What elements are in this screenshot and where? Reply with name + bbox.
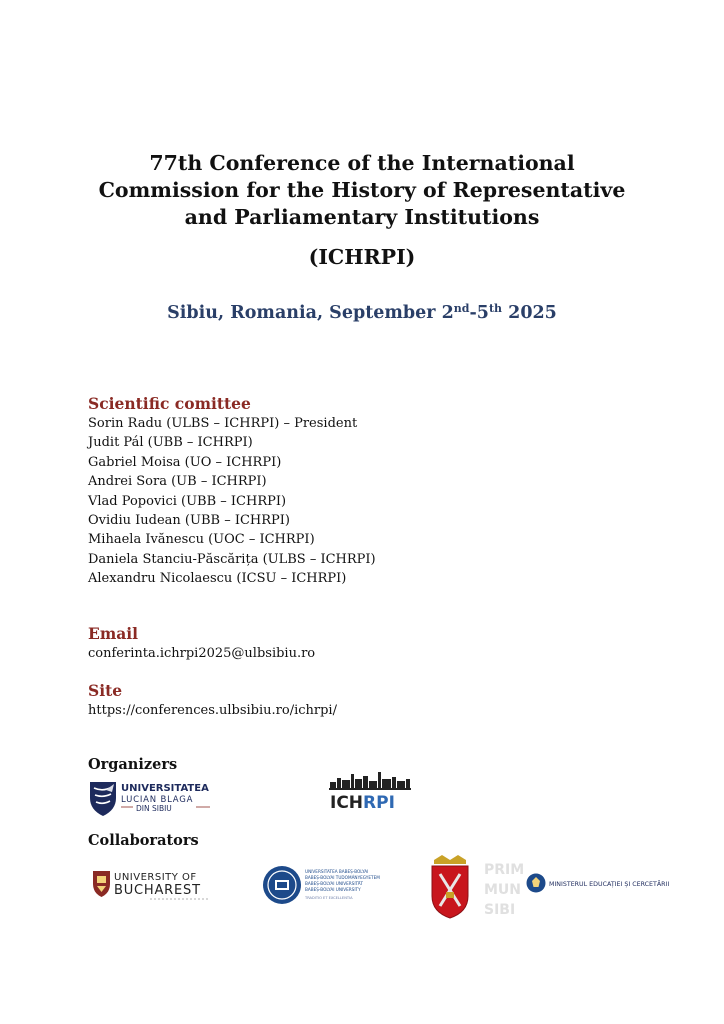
ulbs-emblem-icon — [90, 782, 116, 816]
ulbs-logo — [88, 778, 218, 818]
ministry-name: MINISTERUL EDUCAȚIEI ȘI CERCETĂRII — [549, 881, 670, 888]
email-section — [88, 624, 315, 663]
ministry-emblem-icon — [527, 874, 546, 893]
ichrpi-part-2: RPI — [363, 793, 395, 813]
ubb-line-2: BABEȘ-BOLYAI TUDOMÁNYEGYETEM — [305, 875, 380, 880]
ubb-logo — [262, 864, 380, 906]
committee-member: Alexandru Nicolaescu (ICSU – ICHRPI) — [88, 571, 347, 587]
ulbs-line-3: DIN SIBIU — [136, 804, 172, 813]
committee-member: Gabriel Moisa (UO – ICHRPI) — [88, 454, 282, 470]
ubb-line-3: BABEȘ-BOLYAI UNIVERSITÄT — [305, 881, 363, 886]
sibiu-coat-of-arms-icon — [432, 855, 468, 918]
collaborators-heading: Collaborators — [88, 832, 199, 849]
ubb-line-5: TRADITIO ET EXCELLENTIA — [305, 896, 353, 900]
site-url[interactable]: https://conferences.ulbsibiu.ro/ichrpi/ — [88, 703, 337, 718]
skyline-icon — [329, 772, 411, 790]
bucharest-crest-icon — [93, 871, 110, 897]
ubb-line-1: UNIVERSITATEA BABEȘ-BOLYAI — [305, 869, 369, 874]
committee-member: Vlad Popovici (UBB – ICHRPI) — [88, 493, 287, 509]
primaria-line-2: MUN — [484, 882, 522, 898]
ubb-seal-icon — [263, 866, 301, 904]
committee-member: Daniela Stanciu-Păscărița (ULBS – ICHRPI) — [88, 551, 376, 567]
ubb-line-4: BABEȘ-BOLYAI UNIVERSITY — [305, 887, 361, 892]
conference-acronym: (ICHRPI) — [308, 245, 416, 269]
location-sup-2: th — [488, 302, 503, 315]
bucharest-line-1: UNIVERSITY OF — [114, 872, 197, 883]
location-suffix: 2025 — [502, 303, 557, 323]
svg-text:ICHRPI — [330, 793, 395, 813]
organizers-heading: Organizers — [88, 756, 178, 773]
committee-member: Andrei Sora (UB – ICHRPI) — [88, 474, 267, 490]
conference-title-line-1: 77th Conference of the International — [149, 151, 575, 175]
site-section — [88, 681, 337, 720]
primaria-line-3: SIBI — [484, 902, 516, 918]
ichrpi-part-1: ICH — [330, 793, 364, 813]
committee-member: Judit Pál (UBB – ICHRPI) — [88, 435, 253, 451]
location-sup-1: nd — [453, 302, 470, 315]
committee-member: Sorin Radu (ULBS – ICHRPI) – President — [88, 416, 358, 431]
primaria-line-1: PRIM — [484, 862, 525, 878]
primaria-sibiu-logo — [428, 852, 524, 922]
collaborators-section — [88, 832, 199, 849]
ichrpi-logo — [328, 770, 412, 812]
location-middle: -5 — [469, 303, 489, 323]
committee-section — [88, 394, 376, 589]
email-heading: Email — [88, 624, 139, 643]
conference-title-block — [0, 150, 724, 269]
ulbs-line-2: LUCIAN BLAGA — [121, 795, 194, 805]
committee-member: Mihaela Ivănescu (UOC – ICHRPI) — [88, 532, 315, 548]
ministry-logo — [526, 872, 670, 894]
location-prefix: Sibiu, Romania, September 2 — [167, 303, 454, 323]
email-address[interactable]: conferinta.ichrpi2025@ulbsibiu.ro — [88, 646, 316, 661]
committee-heading: Scientific comittee — [88, 394, 251, 413]
organizers-section — [88, 756, 177, 773]
bucharest-logo — [92, 866, 214, 902]
site-heading: Site — [88, 681, 123, 700]
conference-title-line-3: and Parliamentary Institutions — [184, 205, 540, 229]
ulbs-line-1: UNIVERSITATEA — [121, 783, 209, 794]
committee-member: Ovidiu Iudean (UBB – ICHRPI) — [88, 513, 290, 529]
bucharest-line-2: BUCHAREST — [114, 883, 201, 898]
conference-location-date — [0, 302, 724, 323]
conference-title-line-2: Commission for the History of Representative — [98, 178, 626, 202]
